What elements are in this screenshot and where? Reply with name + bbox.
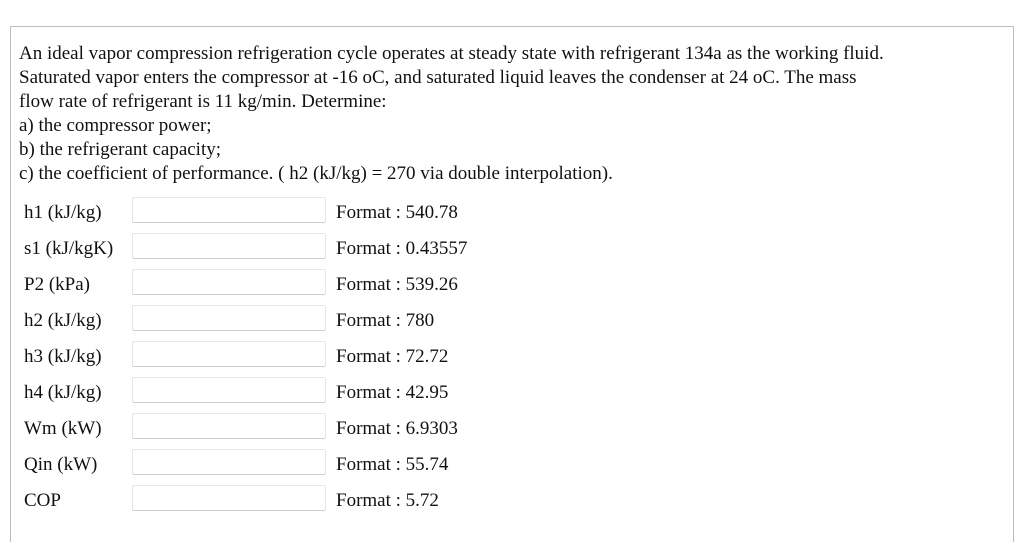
field-label: h1 (kJ/kg): [24, 202, 102, 223]
field-label: h2 (kJ/kg): [24, 310, 102, 331]
h1-input[interactable]: [132, 197, 326, 223]
s1-input[interactable]: [132, 233, 326, 259]
field-label: Qin (kW): [24, 454, 98, 475]
h2-input[interactable]: [132, 305, 326, 331]
field-label: COP: [24, 490, 61, 511]
format-hint: Format : 5.72: [336, 490, 439, 511]
field-label: Wm (kW): [24, 418, 102, 439]
answer-row-wm: [0, 411, 1000, 447]
cop-input[interactable]: [132, 485, 326, 511]
field-label: h4 (kJ/kg): [24, 382, 102, 403]
question-part-a: a) the compressor power;: [19, 115, 212, 136]
answer-row-h2: [0, 303, 1000, 339]
format-hint: Format : 0.43557: [336, 238, 468, 259]
answer-row-h4: [0, 375, 1000, 411]
question-part-c: c) the coefficient of performance. ( h2 (kJ/kg) = 270 via double interpolation).: [19, 163, 613, 184]
answer-row-h1: [0, 195, 1000, 231]
format-hint: Format : 539.26: [336, 274, 458, 295]
wm-input[interactable]: [132, 413, 326, 439]
format-hint: Format : 42.95: [336, 382, 449, 403]
field-label: P2 (kPa): [24, 274, 90, 295]
format-hint: Format : 6.9303: [336, 418, 458, 439]
question-line: Saturated vapor enters the compressor at -16 oC, and saturated liquid leaves the condenser at 24 oC. The mass: [19, 67, 857, 88]
field-label: h3 (kJ/kg): [24, 346, 102, 367]
format-hint: Format : 55.74: [336, 454, 449, 475]
answer-row-h3: [0, 339, 1000, 375]
format-hint: Format : 780: [336, 310, 435, 331]
p2-input[interactable]: [132, 269, 326, 295]
qin-input[interactable]: [132, 449, 326, 475]
format-hint: Format : 540.78: [336, 202, 458, 223]
field-label: s1 (kJ/kgK): [24, 238, 114, 259]
question-line: flow rate of refrigerant is 11 kg/min. Determine:: [19, 91, 387, 112]
question-text: [19, 42, 1009, 186]
question-part-b: b) the refrigerant capacity;: [19, 139, 222, 160]
answer-row-qin: [0, 447, 1000, 483]
answer-row-s1: [0, 231, 1000, 267]
answer-row-cop: [0, 483, 1000, 519]
h4-input[interactable]: [132, 377, 326, 403]
answer-row-p2: [0, 267, 1000, 303]
h3-input[interactable]: [132, 341, 326, 367]
format-hint: Format : 72.72: [336, 346, 449, 367]
question-line: An ideal vapor compression refrigeration cycle operates at steady state with refrigerant 134a as the working fluid.: [19, 43, 884, 64]
